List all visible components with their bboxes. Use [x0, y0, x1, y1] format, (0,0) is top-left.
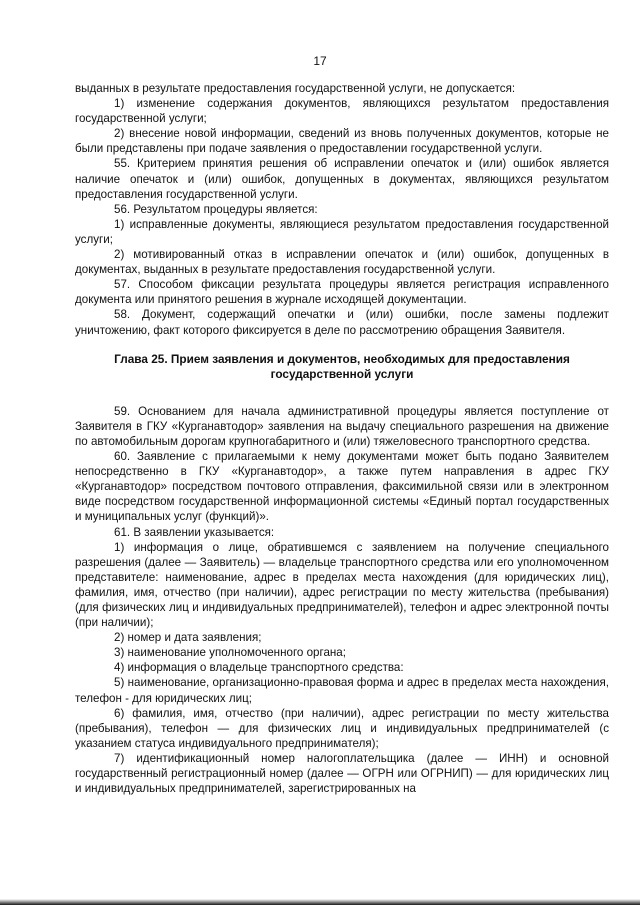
scan-bottom-edge [0, 899, 640, 905]
paragraph: выданных в результате предоставления государственной услуги, не допускается: [75, 82, 516, 95]
paragraphs-bottom [75, 404, 609, 796]
paragraph: 2) номер и дата заявления; [114, 631, 262, 645]
spacer [75, 382, 609, 404]
paragraph: 1) информация о лице, обратившемся с заявлением на получение специального разрешения (далее — Заявитель) — владельце транспортного средства или его уполномоченном представителе: наименование, адрес в пределах места нахождения (для юридических лиц), фамилия, имя, отчество (при наличии), адрес регистрации по месту жительства (пребывания) (для физических лиц и индивидуальных предпринимателей), телефон и адрес электронной почты (при наличии); [75, 540, 609, 630]
spacer [75, 338, 609, 352]
paragraph: 1) изменение содержания документов, являющихся результатом предоставления государственной услуги; [75, 97, 609, 126]
paragraph: 7) идентификационный номер налогоплательщика (далее — ИНН) и основной государственный регистрационный номер (далее — ОГРН или ОГРНИП) — для юридических лиц и индивидуальных предпринимателей, зарегистрированных на [75, 751, 609, 796]
paragraph: 2) внесение новой информации, сведений из вновь полученных документов, которые не были представлены при подаче заявления о предоставлении государственной услуги. [75, 127, 609, 156]
paragraph: 60. Заявление с прилагаемыми к нему документами может быть подано Заявителем непосредственно в ГКУ «Курганавтодор», а также путем направления в адрес ГКУ «Курганавтодор» посредством почтового отправления, факсимильной связи или в электронном виде посредством государственной информационной системы «Единый портал государственных и муниципальных услуг (функций)». [75, 450, 609, 524]
paragraph: 61. В заявлении указывается: [114, 525, 275, 539]
paragraph: 6) фамилия, имя, отчество (при наличии), адрес регистрации по месту жительства (пребывания), телефон — для физических лиц и индивидуальных предпринимателей (с указанием статуса индивидуального предпринимателя); [75, 706, 609, 750]
paragraph: 3) наименование уполномоченного органа; [114, 646, 346, 660]
paragraph: 58. Документ, содержащий опечатки и (или) ошибки, после замены подлежит уничтожению, факт которого фиксируется в деле по рассмотрению обращения Заявителя. [75, 308, 609, 337]
paragraph: 55. Критерием принятия решения об исправлении опечаток и (или) ошибок является наличие опечаток и (или) ошибок, допущенных в документах, являющихся результатом предоставления государственной услуги. [75, 157, 609, 201]
paragraph: 1) исправленные документы, являющиеся результатом предоставления государственной услуги; [75, 217, 609, 246]
paragraphs-top [75, 81, 609, 338]
paragraph: 56. Результатом процедуры является: [114, 202, 318, 216]
paragraph: 5) наименование, организационно-правовая форма и адрес в пределах места нахождения, телефон - для юридических лиц; [75, 676, 609, 705]
chapter-title: Глава 25. Прием заявления и документов, необходимых для предоставления государственной услуги [114, 351, 570, 381]
paragraph: 59. Основанием для начала административной процедуры является поступление от Заявителя в ГКУ «Курганавтодор» заявления на выдачу специального разрешения на движение по автомобильным дорогам крупногабаритного и (или) тяжеловесного транспортного средства. [75, 404, 609, 448]
page-number: 17 [313, 54, 327, 68]
paragraph: 4) информация о владельце транспортного средства: [114, 661, 404, 675]
paragraph: 57. Способом фиксации результата процедуры является регистрация исправленного документа или принятого решения в журнале исходящей документации. [75, 278, 609, 307]
paragraph: 2) мотивированный отказ в исправлении опечаток и (или) ошибок, допущенных в документах, выданных в результате предоставления государственной услуги. [75, 248, 609, 277]
document-body [75, 81, 609, 796]
